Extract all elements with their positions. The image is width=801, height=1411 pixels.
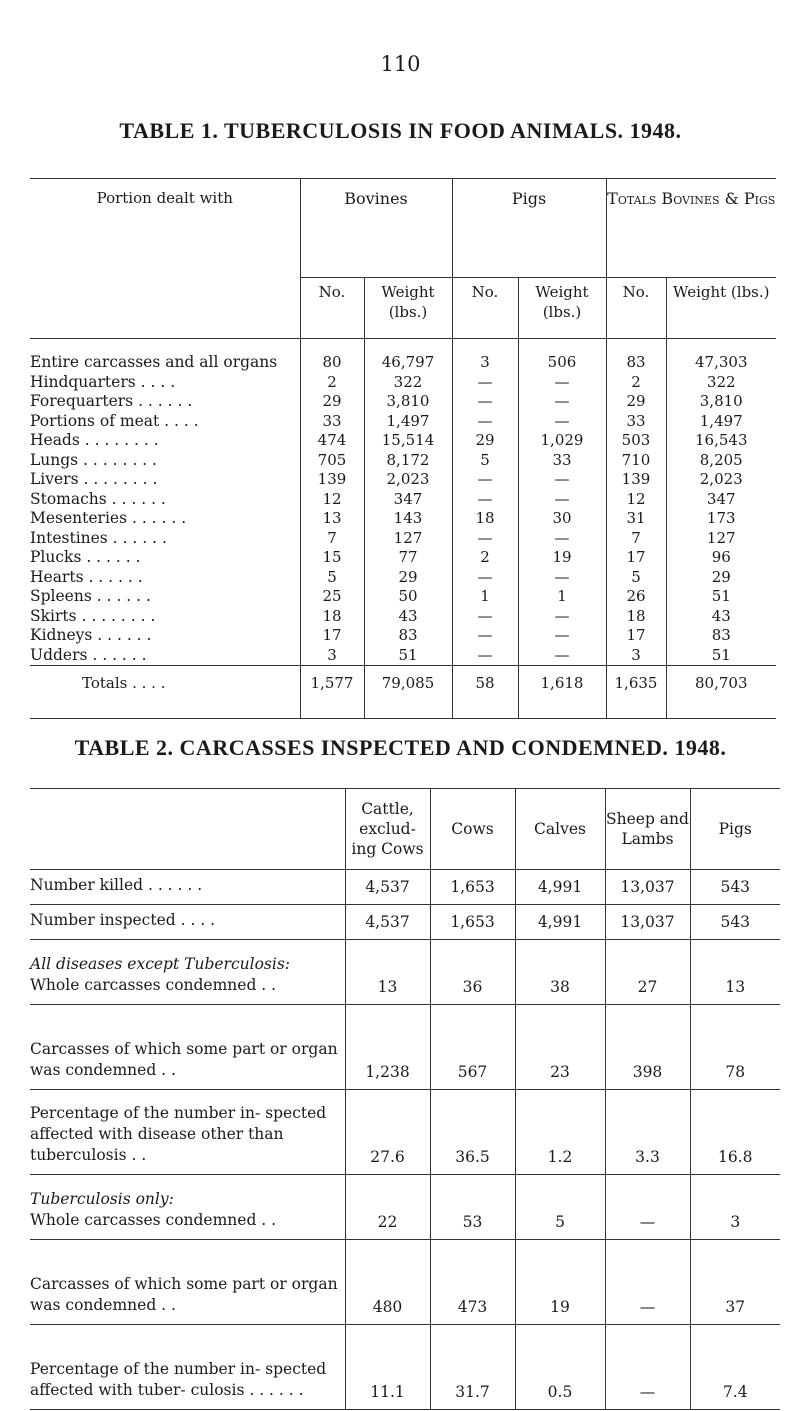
table-row <box>30 1090 780 1175</box>
row-label <box>30 905 345 940</box>
row-label: Kidneys . . . . . . <box>30 626 152 644</box>
row-label: Skirts . . . . . . . . <box>30 606 156 625</box>
cell: 51 <box>666 587 776 607</box>
cell: — <box>452 646 518 666</box>
cell: 17 <box>606 626 666 646</box>
cell: 705 <box>300 451 364 471</box>
cell: — <box>518 568 606 588</box>
cell: 1 <box>452 587 518 607</box>
cell: 19 <box>518 548 606 568</box>
cell: — <box>605 1240 690 1325</box>
table-row <box>30 646 776 666</box>
cell: — <box>518 412 606 432</box>
row-label-text: Whole carcasses condemned . . <box>30 976 277 994</box>
row-label: Udders . . . . . . <box>30 645 147 664</box>
cell: 43 <box>666 607 776 627</box>
cell: 5 <box>452 451 518 471</box>
table-row <box>30 626 776 646</box>
cell: — <box>518 646 606 666</box>
sub-header: No. <box>300 278 364 339</box>
row-label: Plucks . . . . . . <box>30 548 141 566</box>
table-row <box>30 490 776 510</box>
cell: 3.3 <box>605 1090 690 1175</box>
row-label: Hearts . . . . . . <box>30 567 143 586</box>
section-heading: All diseases except Tuberculosis: <box>30 955 291 973</box>
cell: 2,023 <box>666 470 776 490</box>
cell: 46,797 <box>364 339 452 373</box>
cell: 3 <box>606 646 666 666</box>
cell: — <box>452 373 518 393</box>
cell: 51 <box>364 646 452 666</box>
cell: 11.1 <box>345 1325 430 1410</box>
cell: 18 <box>300 607 364 627</box>
table-row <box>30 392 776 412</box>
table-row <box>30 373 776 393</box>
cell: 53 <box>430 1175 515 1240</box>
cell: 25 <box>300 587 364 607</box>
cell: 5 <box>606 568 666 588</box>
cell: 7.4 <box>690 1325 780 1410</box>
row-label <box>30 1240 345 1325</box>
cell: 127 <box>666 529 776 549</box>
row-label-text: Carcasses of which some part or organ was condemned . . <box>30 1275 338 1314</box>
cell: 37 <box>690 1240 780 1325</box>
cell: 139 <box>300 470 364 490</box>
cell: 15 <box>300 548 364 568</box>
row-label: Spleens . . . . . . <box>30 587 151 605</box>
cell: — <box>452 607 518 627</box>
cell: 4,537 <box>345 905 430 940</box>
row-label: Heads . . . . . . . . <box>30 431 159 449</box>
row-label: Entire carcasses and all organs <box>30 353 278 371</box>
table-row <box>30 905 780 940</box>
row-label: Intestines . . . . . . <box>30 528 167 547</box>
cell: — <box>518 373 606 393</box>
cell: 29 <box>364 568 452 588</box>
sub-header: Weight (lbs.) <box>666 278 776 339</box>
cell: 322 <box>666 373 776 393</box>
cell: 4,537 <box>345 870 430 905</box>
cell: 29 <box>606 392 666 412</box>
table-row <box>30 1005 780 1090</box>
cell: 33 <box>518 451 606 471</box>
cell: 58 <box>452 666 518 719</box>
cell: 143 <box>364 509 452 529</box>
cell: 503 <box>606 431 666 451</box>
table2-title: TABLE 2. CARCASSES INSPECTED AND CONDEMNED. 1948. <box>74 735 727 760</box>
row-label <box>30 870 345 905</box>
cell: 16.8 <box>690 1090 780 1175</box>
cell: 3 <box>690 1175 780 1240</box>
row-label: Hindquarters . . . . <box>30 372 176 391</box>
cell: 7 <box>606 529 666 549</box>
cell: 2,023 <box>364 470 452 490</box>
row-label: Portions of meat . . . . <box>30 411 199 430</box>
cell: 38 <box>515 940 605 1005</box>
cell: 8,205 <box>666 451 776 471</box>
col-header-sheep: Sheep and Lambs <box>605 789 690 870</box>
cell: 36 <box>430 940 515 1005</box>
group-header-totals: Totals Bovines & Pigs <box>606 179 776 278</box>
table-row <box>30 431 776 451</box>
cell: 83 <box>364 626 452 646</box>
cell: — <box>452 470 518 490</box>
cell: 18 <box>452 509 518 529</box>
cell: 13 <box>345 940 430 1005</box>
sub-header: Weight (lbs.) <box>364 278 452 339</box>
cell: 710 <box>606 451 666 471</box>
cell: 5 <box>515 1175 605 1240</box>
cell: 8,172 <box>364 451 452 471</box>
cell: 5 <box>300 568 364 588</box>
cell: 80 <box>300 339 364 373</box>
cell: — <box>452 392 518 412</box>
table-row <box>30 1325 780 1410</box>
table-row <box>30 870 780 905</box>
cell: 17 <box>300 626 364 646</box>
cell: 13 <box>300 509 364 529</box>
cell: 543 <box>690 870 780 905</box>
cell: 83 <box>606 339 666 373</box>
row-label-text: Carcasses of which some part or organ was condemned . . <box>30 1040 338 1079</box>
cell: 473 <box>430 1240 515 1325</box>
cell: 31.7 <box>430 1325 515 1410</box>
cell: 29 <box>666 568 776 588</box>
cell: 0.5 <box>515 1325 605 1410</box>
cell: 51 <box>666 646 776 666</box>
row-label: Lungs . . . . . . . . <box>30 450 157 469</box>
table-row <box>30 339 776 373</box>
sub-header: Weight (lbs.) <box>518 278 606 339</box>
table-row <box>30 412 776 432</box>
cell: 1,029 <box>518 431 606 451</box>
cell: 26 <box>606 587 666 607</box>
row-label <box>30 1005 345 1090</box>
table-row <box>30 607 776 627</box>
table-row <box>30 548 776 568</box>
cell: — <box>452 412 518 432</box>
cell: 80,703 <box>666 666 776 719</box>
cell: 19 <box>515 1240 605 1325</box>
row-label-text: Number killed . . . . . . <box>30 876 203 894</box>
cell: 17 <box>606 548 666 568</box>
cell: 1,653 <box>430 905 515 940</box>
cell: 36.5 <box>430 1090 515 1175</box>
cell: 543 <box>690 905 780 940</box>
cell: 13 <box>690 940 780 1005</box>
row-label <box>30 940 345 1005</box>
totals-label: Totals . . . . <box>30 666 300 719</box>
cell: 33 <box>300 412 364 432</box>
cell: 173 <box>666 509 776 529</box>
tuberculosis-table <box>30 178 776 719</box>
cell: 29 <box>300 392 364 412</box>
table-row <box>30 568 776 588</box>
cell: 2 <box>300 373 364 393</box>
row-label <box>30 1090 345 1175</box>
cell: 22 <box>345 1175 430 1240</box>
section-heading: Tuberculosis only: <box>30 1190 174 1208</box>
table-row <box>30 509 776 529</box>
cell: — <box>452 529 518 549</box>
cell: 27 <box>605 940 690 1005</box>
cell: 16,543 <box>666 431 776 451</box>
cell: 43 <box>364 607 452 627</box>
cell: — <box>518 470 606 490</box>
cell: 3 <box>300 646 364 666</box>
cell: 1.2 <box>515 1090 605 1175</box>
portion-header: Portion dealt with <box>30 179 300 339</box>
cell: 1,618 <box>518 666 606 719</box>
cell: 3,810 <box>364 392 452 412</box>
cell: 79,085 <box>364 666 452 719</box>
cell: 78 <box>690 1005 780 1090</box>
totals-row <box>30 666 776 719</box>
cell: — <box>518 529 606 549</box>
row-label-text: Number inspected . . . . <box>30 911 216 929</box>
cell: 474 <box>300 431 364 451</box>
cell: 33 <box>606 412 666 432</box>
cell: 1,577 <box>300 666 364 719</box>
sub-header: No. <box>452 278 518 339</box>
row-label-text: Whole carcasses condemned . . <box>30 1211 277 1229</box>
col-header-cows: Cows <box>430 789 515 870</box>
cell: 27.6 <box>345 1090 430 1175</box>
table1-title: TABLE 1. TUBERCULOSIS IN FOOD ANIMALS. 1948. <box>119 118 682 143</box>
cell: — <box>452 568 518 588</box>
cell: 4,991 <box>515 905 605 940</box>
cell: 347 <box>364 490 452 510</box>
cell: 139 <box>606 470 666 490</box>
cell: 96 <box>666 548 776 568</box>
cell: 347 <box>666 490 776 510</box>
cell: 1 <box>518 587 606 607</box>
cell: 506 <box>518 339 606 373</box>
cell: 47,303 <box>666 339 776 373</box>
table-row <box>30 587 776 607</box>
cell: — <box>452 490 518 510</box>
table-row <box>30 529 776 549</box>
table-row <box>30 940 780 1005</box>
table-row <box>30 451 776 471</box>
cell: 1,238 <box>345 1005 430 1090</box>
cell: 2 <box>452 548 518 568</box>
cell: 480 <box>345 1240 430 1325</box>
col-header-pigs: Pigs <box>690 789 780 870</box>
cell: 4,991 <box>515 870 605 905</box>
cell: 1,497 <box>666 412 776 432</box>
cell: 13,037 <box>605 905 690 940</box>
sub-header: No. <box>606 278 666 339</box>
cell: 567 <box>430 1005 515 1090</box>
table-row <box>30 470 776 490</box>
row-label: Livers . . . . . . . . <box>30 470 158 488</box>
cell: 77 <box>364 548 452 568</box>
col-header-calves: Calves <box>515 789 605 870</box>
page-number: 110 <box>380 52 421 76</box>
cell: 3 <box>452 339 518 373</box>
cell: — <box>605 1325 690 1410</box>
row-label-text: Percentage of the number in- spected affected with tuber- culosis . . . . . . <box>30 1360 327 1399</box>
table-row <box>30 1240 780 1325</box>
row-label <box>30 1175 345 1240</box>
cell: 7 <box>300 529 364 549</box>
cell: 30 <box>518 509 606 529</box>
cell: 12 <box>606 490 666 510</box>
cell: 29 <box>452 431 518 451</box>
table-row <box>30 1175 780 1240</box>
cell: 23 <box>515 1005 605 1090</box>
cell: 83 <box>666 626 776 646</box>
cell: 398 <box>605 1005 690 1090</box>
group-header-pigs: Pigs <box>452 179 606 278</box>
cell: — <box>518 607 606 627</box>
cell: — <box>518 490 606 510</box>
carcasses-table <box>30 788 780 1410</box>
cell: 13,037 <box>605 870 690 905</box>
cell: 1,497 <box>364 412 452 432</box>
cell: — <box>452 626 518 646</box>
cell: 50 <box>364 587 452 607</box>
cell: 127 <box>364 529 452 549</box>
cell: — <box>518 392 606 412</box>
cell: 15,514 <box>364 431 452 451</box>
cell: 2 <box>606 373 666 393</box>
col-header-cattle: Cattle, exclud- ing Cows <box>345 789 430 870</box>
blank-header <box>30 789 345 870</box>
cell: 1,635 <box>606 666 666 719</box>
row-label <box>30 1325 345 1410</box>
row-label: Mesenteries . . . . . . <box>30 509 187 527</box>
row-label-text: Percentage of the number in- spected affected with disease other than tuberculosis . . <box>30 1104 327 1164</box>
cell: — <box>605 1175 690 1240</box>
cell: 31 <box>606 509 666 529</box>
cell: 3,810 <box>666 392 776 412</box>
cell: 12 <box>300 490 364 510</box>
cell: — <box>518 626 606 646</box>
group-header-bovines: Bovines <box>300 179 452 278</box>
cell: 322 <box>364 373 452 393</box>
row-label: Stomachs . . . . . . <box>30 489 166 508</box>
row-label: Forequarters . . . . . . <box>30 392 193 410</box>
cell: 18 <box>606 607 666 627</box>
cell: 1,653 <box>430 870 515 905</box>
